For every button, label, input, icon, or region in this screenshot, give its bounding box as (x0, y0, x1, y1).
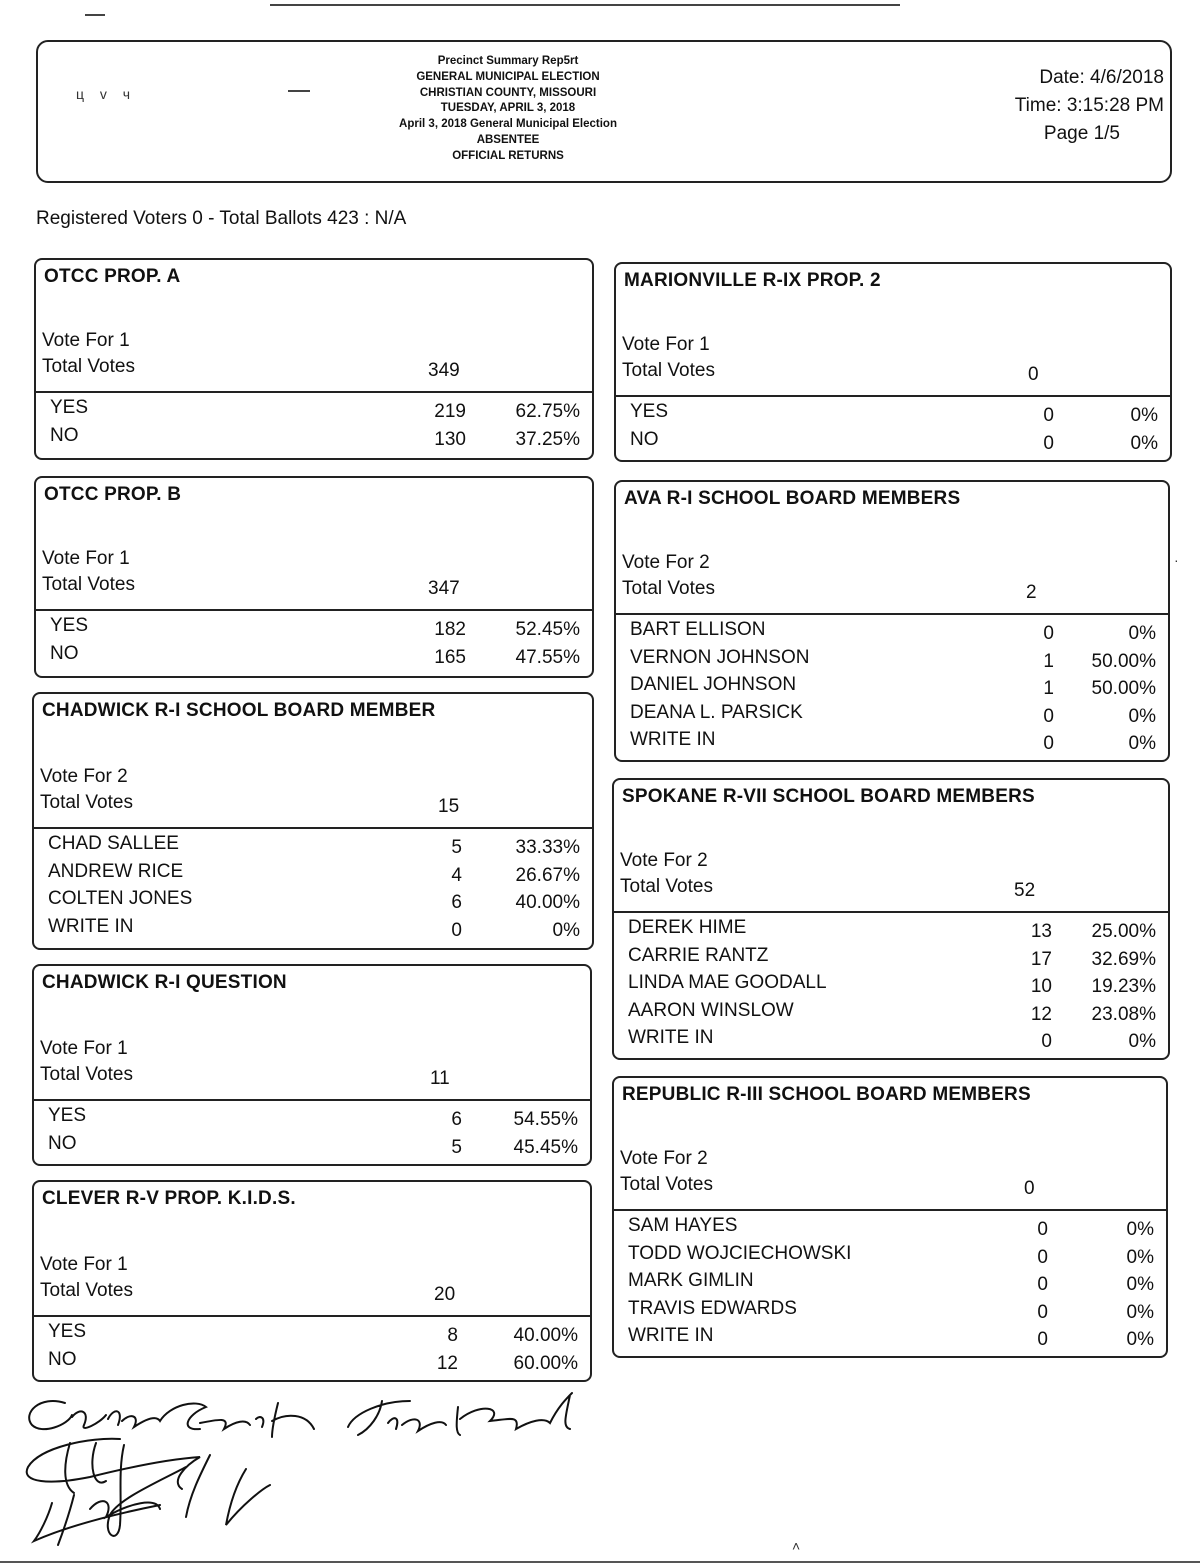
contest-title: CLEVER R-V PROP. K.I.D.S. (42, 1188, 296, 1209)
choice-votes: 6 (451, 892, 462, 914)
contest-box (614, 480, 1170, 762)
choice-percent: 32.69% (1091, 948, 1156, 970)
choice-percent: 0% (1126, 1301, 1154, 1323)
choice-percent: 19.23% (1091, 976, 1156, 998)
contest-box (32, 692, 594, 950)
contest-box (614, 262, 1172, 462)
choice-name: NO (50, 642, 79, 664)
vote-for: Vote For 1 (42, 330, 130, 351)
choice-votes: 0 (1037, 1329, 1048, 1351)
choice-name: TRAVIS EDWARDS (628, 1297, 797, 1319)
signature-4 (34, 1455, 270, 1545)
choice-name: NO (630, 428, 659, 450)
choice-percent: 0% (1126, 1219, 1154, 1240)
choice-percent: 40.00% (513, 1325, 578, 1346)
choice-votes: 0 (1043, 623, 1054, 644)
choice-votes: 6 (451, 1109, 462, 1130)
report-title: Precinct Summary Rep5rt (437, 55, 579, 67)
choice-votes: 0 (1041, 1031, 1052, 1053)
choice-votes: 13 (1030, 921, 1052, 942)
choice-percent: 50.00% (1091, 678, 1156, 700)
choice-row (48, 1133, 578, 1160)
contest-divider (616, 395, 1170, 397)
choice-row (50, 397, 580, 424)
choice-row (630, 619, 1156, 646)
choice-votes: 0 (1043, 733, 1054, 755)
vote-for: Vote For 2 (620, 1148, 708, 1169)
choice-votes: 5 (451, 837, 462, 858)
choice-name: WRITE IN (628, 1325, 714, 1347)
contest-title: AVA R-I SCHOOL BOARD MEMBERS (624, 488, 961, 509)
choice-row (48, 1349, 578, 1376)
choice-votes: 10 (1030, 976, 1052, 998)
choice-percent: 0% (1126, 1246, 1154, 1268)
choice-votes: 0 (1043, 405, 1054, 426)
choice-percent: 45.45% (513, 1136, 578, 1158)
election-name: GENERAL MUNICIPAL ELECTION (416, 70, 600, 83)
choice-percent: 26.67% (515, 864, 580, 886)
choice-row (48, 1321, 578, 1348)
signatures (10, 1385, 610, 1560)
contest-title: OTCC PROP. B (44, 484, 182, 505)
total-votes-value: 2 (1026, 582, 1037, 603)
page-number: Page 1/5 (1043, 123, 1120, 144)
signature-1 (29, 1401, 314, 1437)
ballot-summary: Registered Voters 0 - Total Ballots 423 : N/A (36, 208, 407, 229)
choice-row (628, 1243, 1154, 1270)
county-name: CHRISTIAN COUNTY, MISSOURI (419, 86, 597, 99)
choice-votes: 0 (1037, 1219, 1048, 1240)
total-votes-label: Total Votes (40, 1064, 133, 1085)
header-dash (288, 90, 310, 92)
choice-votes: 12 (1030, 1003, 1052, 1025)
total-votes-value: 15 (438, 796, 460, 817)
choice-name: YES (48, 1105, 87, 1126)
choice-votes: 8 (447, 1325, 458, 1346)
choice-percent: 50.00% (1091, 650, 1156, 672)
choice-votes: 4 (451, 864, 462, 886)
choice-percent: 0% (1130, 432, 1158, 454)
choice-name: MARK GIMLIN (628, 1270, 754, 1292)
choice-percent: 33.33% (515, 837, 580, 858)
choice-row (630, 674, 1156, 701)
choice-votes: 0 (1037, 1301, 1048, 1323)
choice-row (628, 1270, 1154, 1297)
signature-3 (27, 1439, 200, 1536)
total-votes-value: 11 (430, 1068, 450, 1089)
total-votes-value: 20 (434, 1284, 456, 1305)
contest-divider (34, 1099, 590, 1101)
contest-title: MARIONVILLE R-IX PROP. 2 (624, 270, 881, 291)
choice-votes: 1 (1043, 678, 1054, 700)
choice-row (628, 1325, 1154, 1352)
returns-status: OFFICIAL RETURNS (452, 149, 564, 162)
choice-name: NO (48, 1132, 77, 1154)
choice-votes: 0 (1043, 432, 1054, 454)
choice-row (630, 729, 1156, 756)
total-votes-value: 52 (1014, 880, 1036, 901)
vote-for: Vote For 1 (42, 548, 130, 569)
choice-percent: 0% (1128, 623, 1156, 644)
choice-row (48, 1105, 578, 1132)
total-votes-label: Total Votes (40, 792, 133, 813)
choice-name: CARRIE RANTZ (628, 944, 769, 966)
choice-row (50, 643, 580, 670)
choice-row (628, 1027, 1156, 1054)
choice-name: DEANA L. PARSICK (630, 701, 803, 723)
choice-percent: 0% (1128, 705, 1156, 727)
choice-name: AARON WINSLOW (628, 999, 794, 1021)
contest-box (34, 258, 594, 460)
choice-name: LINDA MAE GOODALL (628, 972, 827, 994)
choice-votes: 219 (434, 401, 466, 422)
signature-2 (348, 1393, 572, 1435)
vote-for: Vote For 1 (40, 1038, 128, 1059)
choice-name: WRITE IN (630, 729, 716, 751)
choice-percent: 52.45% (515, 619, 580, 640)
contest-box (612, 778, 1170, 1060)
choice-name: YES (48, 1321, 87, 1342)
choice-row (48, 861, 580, 888)
choice-row (628, 917, 1156, 944)
scan-dot: · (1174, 552, 1179, 568)
total-votes-label: Total Votes (40, 1280, 133, 1301)
choice-percent: 0% (1126, 1274, 1154, 1296)
total-votes-label: Total Votes (622, 578, 715, 599)
choice-name: ANDREW RICE (48, 860, 184, 882)
choice-row (630, 429, 1158, 456)
choice-votes: 165 (434, 646, 466, 668)
contest-title: OTCC PROP. A (44, 266, 181, 287)
contest-title: SPOKANE R-VII SCHOOL BOARD MEMBERS (622, 786, 1035, 807)
choice-percent: 62.75% (515, 401, 580, 422)
contest-divider (616, 613, 1168, 615)
scan-dot: ˄ (792, 1538, 801, 1554)
choice-votes: 5 (451, 1136, 462, 1158)
choice-name: BART ELLISON (630, 619, 766, 640)
choice-name: NO (50, 424, 79, 446)
scan-top-mark (85, 14, 105, 16)
contest-divider (36, 609, 592, 611)
choice-percent: 23.08% (1091, 1003, 1156, 1025)
choice-row (628, 1215, 1154, 1242)
choice-percent: 0% (552, 919, 580, 941)
contest-divider (34, 1315, 590, 1317)
vote-for: Vote For 2 (40, 766, 128, 787)
choice-name: CHAD SALLEE (48, 833, 179, 854)
choice-votes: 1 (1043, 650, 1054, 672)
choice-percent: 0% (1126, 1329, 1154, 1351)
total-votes-label: Total Votes (42, 574, 135, 595)
vote-for: Vote For 1 (40, 1254, 128, 1275)
choice-name: VERNON JOHNSON (630, 646, 810, 668)
election-day: TUESDAY, APRIL 3, 2018 (440, 102, 576, 115)
choice-percent: 40.00% (515, 892, 580, 914)
choice-name: WRITE IN (628, 1027, 714, 1049)
choice-name: DEREK HIME (628, 917, 747, 938)
choice-votes: 0 (1037, 1274, 1048, 1296)
total-votes-value: 0 (1024, 1178, 1035, 1199)
scan-bottom-rule (0, 1561, 1200, 1563)
header-meta (1015, 64, 1164, 148)
choice-row (48, 888, 580, 915)
choice-name: WRITE IN (48, 915, 134, 937)
total-votes-label: Total Votes (42, 356, 135, 377)
choice-votes: 0 (451, 919, 462, 941)
total-votes-label: Total Votes (622, 360, 715, 381)
choice-votes: 0 (1043, 705, 1054, 727)
choice-row (628, 1298, 1154, 1325)
choice-row (630, 647, 1156, 674)
choice-row (48, 916, 580, 943)
total-votes-value: 349 (428, 360, 460, 381)
contest-box (612, 1076, 1168, 1358)
choice-row (630, 401, 1158, 428)
choice-votes: 12 (436, 1352, 458, 1374)
election-subtitle: April 3, 2018 General Municipal Election (399, 118, 617, 131)
contest-title: CHADWICK R-I SCHOOL BOARD MEMBER (42, 700, 436, 721)
report-date: Date: 4/6/2018 (1039, 67, 1164, 88)
total-votes-label: Total Votes (620, 1174, 713, 1195)
contest-divider (34, 827, 592, 829)
total-votes-value: 347 (428, 578, 460, 599)
choice-name: COLTEN JONES (48, 888, 193, 910)
contest-box (34, 476, 594, 678)
choice-name: YES (50, 615, 89, 636)
choice-row (628, 945, 1156, 972)
contest-divider (614, 1209, 1166, 1211)
choice-name: NO (48, 1348, 77, 1370)
contest-title: CHADWICK R-I QUESTION (42, 972, 287, 993)
choice-name: DANIEL JOHNSON (630, 674, 797, 696)
report-time: Time: 3:15:28 PM (1014, 95, 1164, 116)
choice-row (628, 972, 1156, 999)
choice-votes: 130 (434, 428, 466, 450)
scan-top-rule (270, 4, 900, 6)
choice-name: YES (630, 401, 669, 422)
choice-row (630, 702, 1156, 729)
vote-for: Vote For 1 (622, 334, 710, 355)
choice-votes: 17 (1030, 948, 1052, 970)
precinct-name: ABSENTEE (476, 133, 540, 146)
contest-divider (614, 911, 1168, 913)
choice-row (628, 1000, 1156, 1027)
vote-for: Vote For 2 (620, 850, 708, 871)
contest-box (32, 964, 592, 1166)
choice-percent: 54.55% (513, 1109, 578, 1130)
header-scan-marks: ц v ч (76, 86, 137, 102)
choice-percent: 60.00% (513, 1352, 578, 1374)
choice-name: TODD WOJCIECHOWSKI (628, 1242, 852, 1264)
contest-box (32, 1180, 592, 1382)
choice-percent: 25.00% (1091, 921, 1156, 942)
total-votes-value: 0 (1028, 364, 1039, 385)
choice-row (48, 833, 580, 860)
choice-percent: 47.55% (515, 646, 580, 668)
choice-votes: 0 (1037, 1246, 1048, 1268)
choice-percent: 0% (1128, 733, 1156, 755)
vote-for: Vote For 2 (622, 552, 710, 573)
contest-title: REPUBLIC R-III SCHOOL BOARD MEMBERS (622, 1084, 1031, 1105)
header-titles (368, 54, 648, 165)
contest-divider (36, 391, 592, 393)
choice-name: SAM HAYES (628, 1215, 738, 1236)
report-header (36, 40, 1172, 183)
choice-name: YES (50, 397, 89, 418)
choice-percent: 0% (1128, 1031, 1156, 1053)
total-votes-label: Total Votes (620, 876, 713, 897)
choice-votes: 182 (434, 619, 466, 640)
choice-percent: 0% (1130, 405, 1158, 426)
choice-row (50, 425, 580, 452)
choice-row (50, 615, 580, 642)
choice-percent: 37.25% (515, 428, 580, 450)
